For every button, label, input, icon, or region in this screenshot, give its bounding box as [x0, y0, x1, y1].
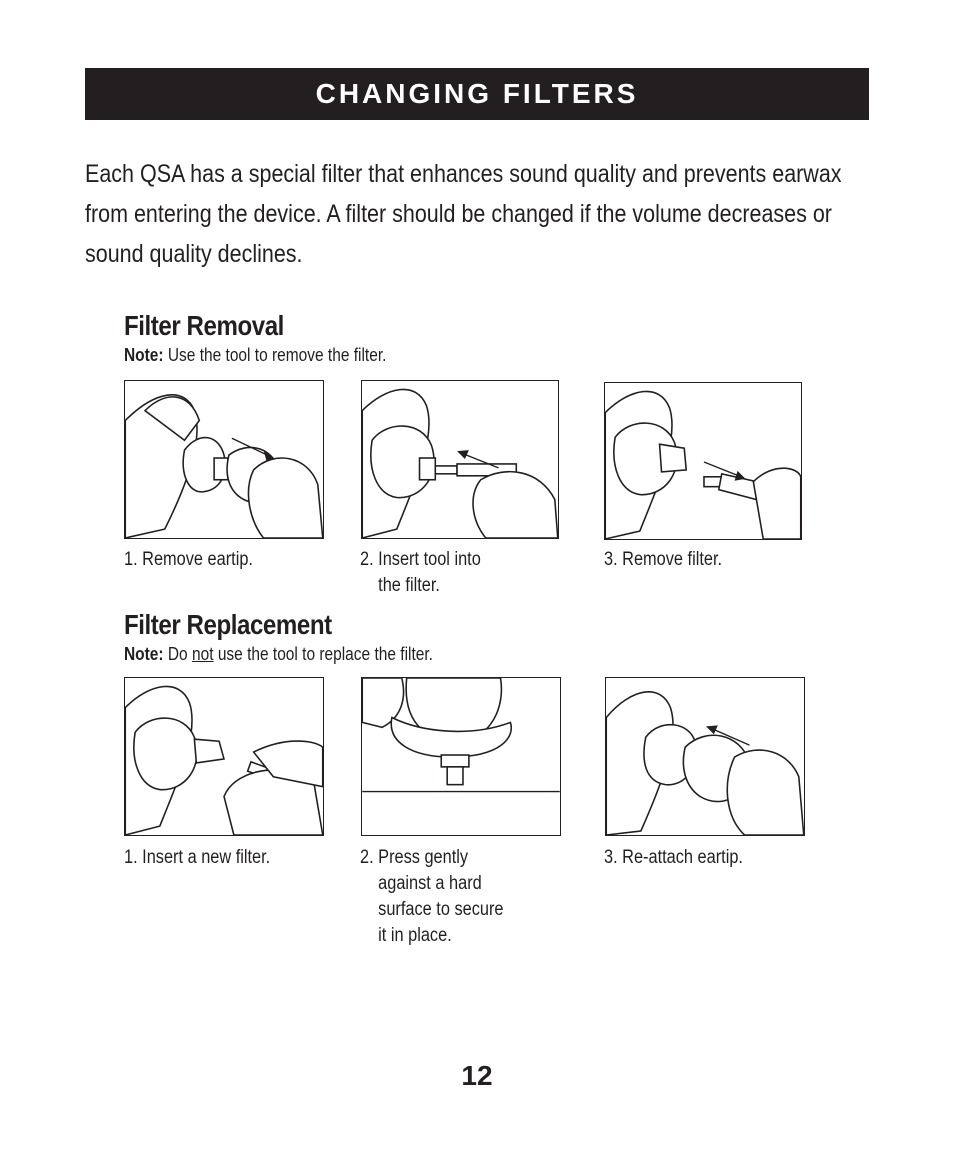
press-filter-illustration	[361, 677, 561, 836]
note-label: Note:	[124, 644, 164, 664]
filter-removal-heading: Filter Removal	[124, 310, 284, 341]
step-caption: 2. Press gently against a hard surface to secure it in place.	[360, 847, 504, 946]
note-text-pre: Do	[167, 644, 188, 664]
remove-eartip-illustration	[124, 380, 324, 539]
filter-replacement-heading: Filter Replacement	[124, 609, 332, 640]
insert-filter-illustration	[124, 677, 324, 836]
step-caption: 3. Re-attach eartip.	[604, 847, 743, 868]
section-banner	[85, 68, 869, 120]
intro-paragraph: Each QSA has a special filter that enhances sound quality and prevents earwax from entering the device. A filter should be changed if the volume decreases or sound quality declines.	[85, 160, 842, 268]
filter-removal-note	[124, 345, 386, 366]
note-text-post: use the tool to replace the filter.	[217, 644, 433, 664]
insert-tool-illustration	[361, 380, 559, 539]
step-caption: 1. Insert a new filter.	[124, 847, 271, 868]
step-caption: 1. Remove eartip.	[124, 549, 253, 570]
step-caption: 3. Remove filter.	[604, 549, 723, 570]
note-text-emphasis: not	[191, 644, 214, 664]
note-text: Use the tool to remove the filter.	[167, 345, 387, 365]
remove-filter-illustration	[604, 382, 802, 540]
page-number: 12	[461, 1060, 493, 1091]
step-caption: 2. Insert tool into the filter.	[360, 549, 481, 596]
page-title: CHANGING FILTERS	[315, 78, 639, 109]
note-label: Note:	[124, 345, 164, 365]
reattach-eartip-illustration	[605, 677, 805, 836]
filter-replacement-note	[124, 644, 433, 665]
